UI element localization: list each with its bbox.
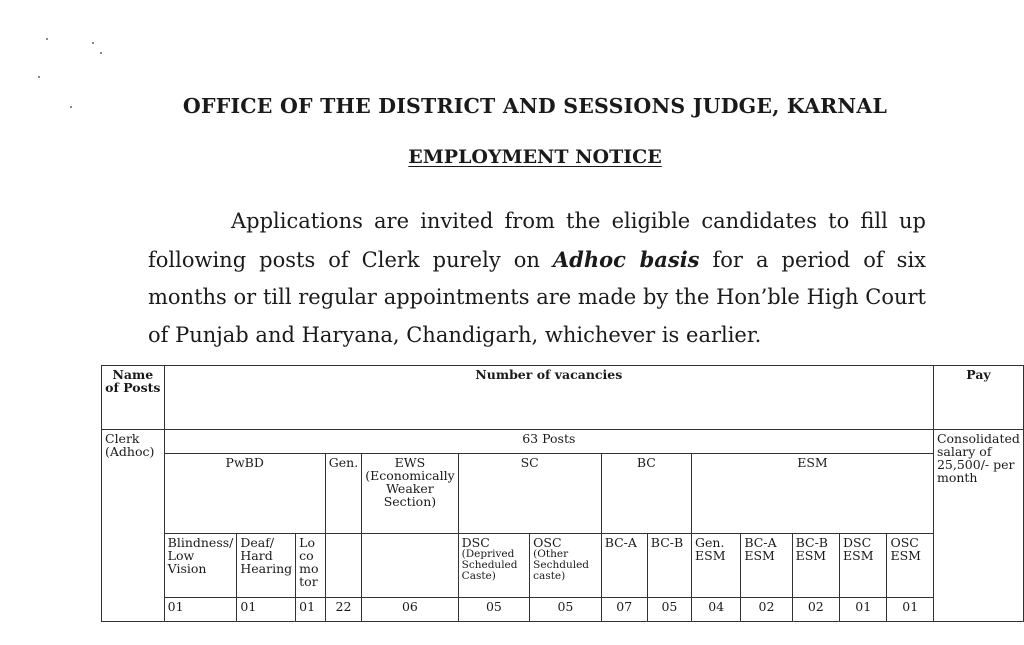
pay-value: Consolidated salary of 25,500/- per month [933, 430, 1023, 622]
sub-osc-note: (Other Sechduled caste) [533, 548, 589, 582]
intro-text-1: Applications are invited from the eligible candidates to fill up following posts of Clerk purely on [148, 209, 926, 272]
sub-osc-esm: OSC ESM [887, 534, 934, 598]
group-sc: SC [458, 454, 601, 534]
group-gen: Gen. [325, 454, 361, 534]
val-bca-esm: 02 [741, 598, 792, 622]
scan-speck [100, 52, 102, 54]
val-dsc: 05 [458, 598, 530, 622]
val-ews: 06 [362, 598, 458, 622]
intro-paragraph [148, 203, 926, 354]
sub-locomotor: Locomotor [296, 534, 326, 598]
notice-title-text: EMPLOYMENT NOTICE [408, 146, 662, 168]
val-dsc-esm: 01 [840, 598, 887, 622]
notice-title [0, 146, 1024, 168]
sub-dsc-esm: DSC ESM [840, 534, 887, 598]
val-bcb: 05 [647, 598, 691, 622]
sub-bcb: BC-B [647, 534, 691, 598]
header-pay: Pay [933, 366, 1023, 430]
sub-bca: BC-A [601, 534, 647, 598]
group-esm: ESM [692, 454, 934, 534]
sub-dsc [458, 534, 530, 598]
val-locomotor: 01 [296, 598, 326, 622]
scan-speck [46, 38, 48, 40]
intro-text-2: for a period of six months or till regular appointments are made by the Hon’ble High Court of Punjab and Haryana, Chandigarh, whichever is earlier. [148, 247, 927, 347]
scan-speck [92, 42, 94, 44]
val-deaf: 01 [237, 598, 296, 622]
val-osc: 05 [530, 598, 602, 622]
header-name-of-posts: Name of Posts [102, 366, 165, 430]
sub-blindness: Blindness/ Low Vision [164, 534, 237, 598]
group-ews: EWS (Economically Weaker Section) [362, 454, 458, 534]
scan-speck [38, 76, 40, 78]
intro-bold: Adhoc basis [552, 246, 700, 272]
sub-osc-label: OSC [533, 535, 562, 550]
val-osc-esm: 01 [887, 598, 934, 622]
sub-bca-esm: BC-A ESM [741, 534, 792, 598]
group-pwbd: PwBD [164, 454, 325, 534]
sub-deaf: Deaf/ Hard Hearing [237, 534, 296, 598]
val-gen-esm: 04 [692, 598, 741, 622]
val-gen: 22 [325, 598, 361, 622]
val-blindness: 01 [164, 598, 237, 622]
val-bcb-esm: 02 [792, 598, 839, 622]
post-name: Clerk (Adhoc) [102, 430, 165, 622]
vacancy-table [101, 365, 1024, 622]
sub-ews-empty [362, 534, 458, 598]
sub-dsc-note: (Deprived Scheduled Caste) [461, 548, 518, 582]
group-bc: BC [601, 454, 691, 534]
sub-gen-esm: Gen. ESM [692, 534, 741, 598]
sub-dsc-label: DSC [461, 535, 490, 550]
sub-gen-empty [325, 534, 361, 598]
val-bca: 07 [601, 598, 647, 622]
sub-bcb-esm: BC-B ESM [792, 534, 839, 598]
total-posts: 63 Posts [164, 430, 933, 454]
sub-osc [530, 534, 602, 598]
office-title: OFFICE OF THE DISTRICT AND SESSIONS JUDGE, KARNAL [182, 94, 888, 118]
header-number-of-vacancies: Number of vacancies [164, 366, 933, 430]
